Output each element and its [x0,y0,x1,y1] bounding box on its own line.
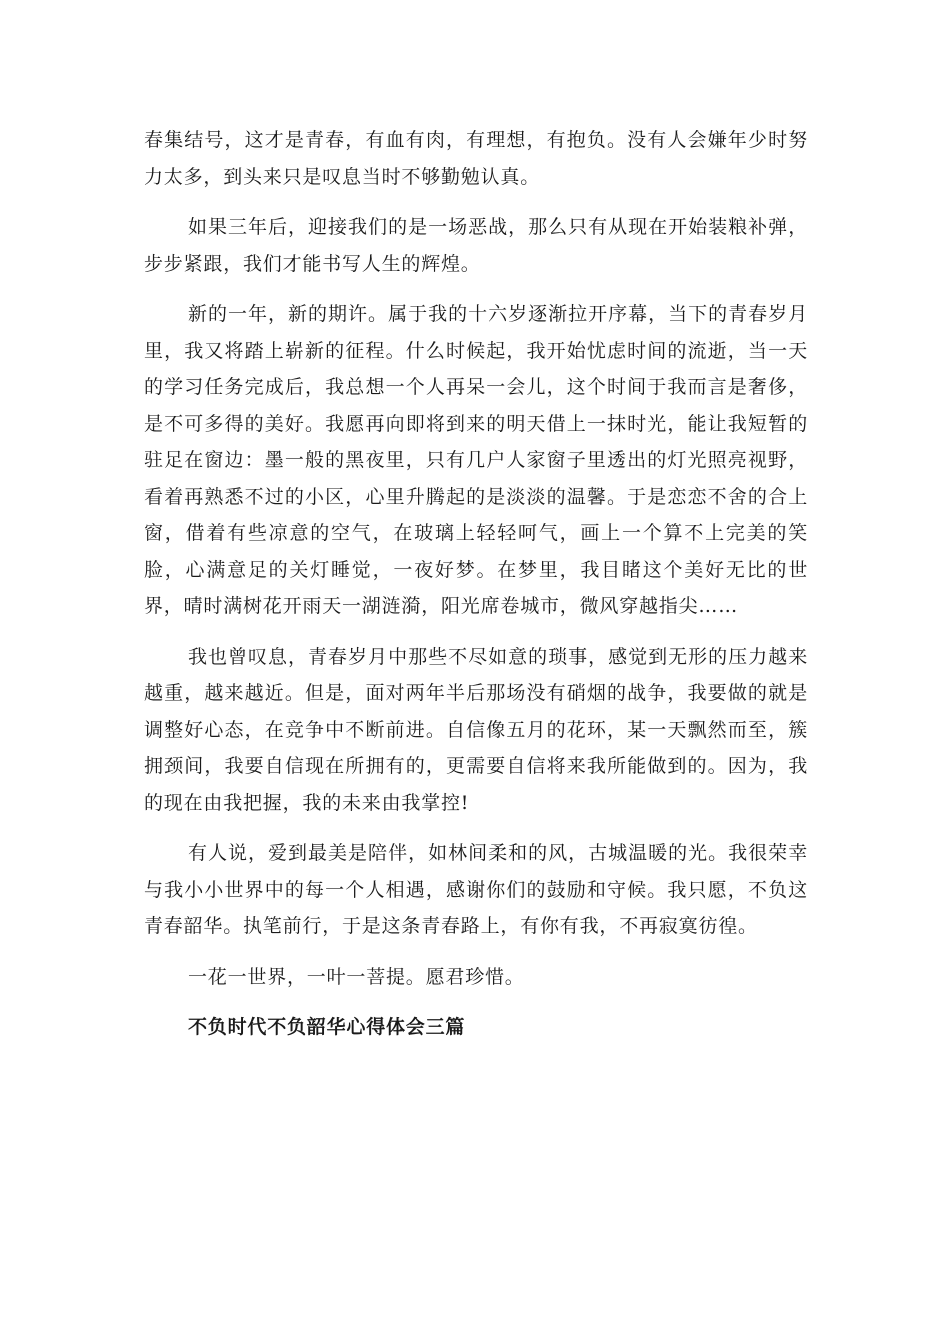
paragraph-continuation: 春集结号，这才是青春，有血有肉，有理想，有抱负。没有人会嫌年少时努力太多，到头来只是叹息当时不够勤勉认真。 [144,129,808,188]
paragraph-sigh: 我也曾叹息，青春岁月中那些不尽如意的琐事，感觉到无形的压力越来越重，越来越近。但是，面对两年半后那场没有硝烟的战争，我要做的就是调整好心态，在竞争中不断前进。自信像五月的花环，某一天飘然而至，簇拥颈间，我要自信现在所拥有的，更需要自信将来我所能做到的。因为，我的现在由我把握，我的未来由我掌控! [144,645,808,814]
document-body [144,122,808,1046]
paragraph-three-years: 如果三年后，迎接我们的是一场恶战，那么只有从现在开始装粮补弹，步步紧跟，我们才能书写人生的辉煌。 [144,216,808,275]
paragraph-companionship: 有人说，爱到最美是陪伴，如林间柔和的风，古城温暖的光。我很荣幸与我小小世界中的每一个人相遇，感谢你们的鼓励和守候。我只愿，不负这青春韶华。执笔前行，于是这条青春路上，有你有我，不再寂寞彷徨。 [144,842,808,937]
paragraph-new-year: 新的一年，新的期许。属于我的十六岁逐渐拉开序幕，当下的青春岁月里，我又将踏上崭新的征程。什么时候起，我开始忧虑时间的流逝，当一天的学习任务完成后，我总想一个人再呆一会儿，这个时间于我而言是奢侈，是不可多得的美好。我愿再向即将到来的明天借上一抹时光，能让我短暂的驻足在窗边：墨一般的黑夜里，只有几户人家窗子里透出的灯光照亮视野，看着再熟悉不过的小区，心里升腾起的是淡淡的温馨。于是恋恋不舍的合上窗，借着有些凉意的空气，在玻璃上轻轻呵气，画上一个算不上完美的笑脸，心满意足的关灯睡觉，一夜好梦。在梦里，我目睹这个美好无比的世界，晴时满树花开雨天一湖涟漪，阳光席卷城市，微风穿越指尖…… [144,303,808,617]
section-heading: 不负时代不负韶华心得体会三篇 [188,1016,466,1038]
paragraph-closing: 一花一世界，一叶一菩提。愿君珍惜。 [188,965,525,988]
